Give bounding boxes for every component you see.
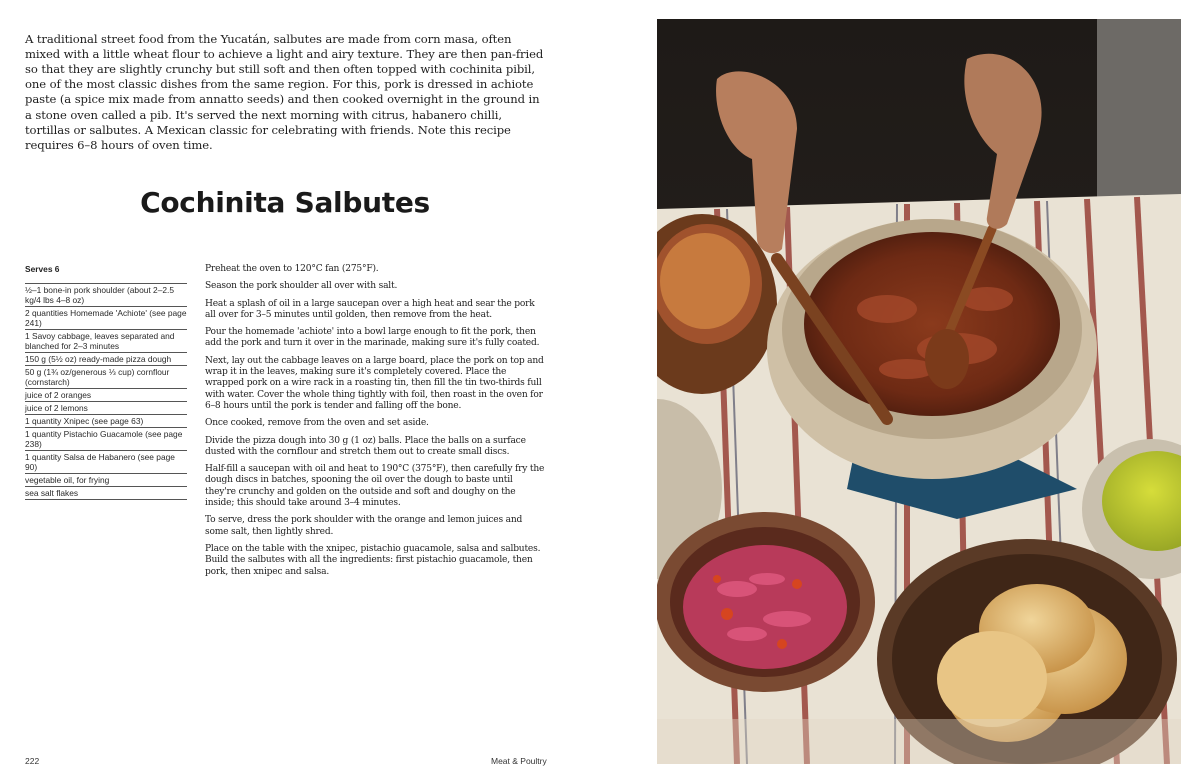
method-step: Place on the table with the xnipec, pistachio guacamole, salsa and salbutes. Build the salbutes with all the ingredients: first pistachio guacamole, then pork, then xnipec and salsa. — [205, 543, 541, 577]
method-column — [205, 264, 545, 584]
ingredient-item: sea salt flakes — [25, 487, 187, 500]
ingredient-item: 1 quantity Salsa de Habanero (see page 90) — [25, 451, 187, 474]
ingredient-item: 1 quantity Xnipec (see page 63) — [25, 415, 187, 428]
food-photo — [657, 19, 1181, 764]
ingredient-list — [25, 283, 187, 500]
method-step: Pour the homemade 'achiote' into a bowl large enough to fit the pork, then add the pork and turn it over in the marinade, making sure it's fully coated. — [205, 327, 540, 349]
ingredient-item: 1 Savoy cabbage, leaves separated and blanched for 2–3 minutes — [25, 330, 187, 353]
ingredient-item: 150 g (5½ oz) ready-made pizza dough — [25, 353, 187, 366]
method-step: Divide the pizza dough into 30 g (1 oz) balls. Place the balls on a surface dusted with the cornflour and stretch them out to create small discs. — [205, 435, 526, 457]
ingredient-item: 2 quantities Homemade 'Achiote' (see page 241) — [25, 308, 187, 328]
page-number: 222 — [25, 756, 40, 766]
intro-paragraph: A traditional street food from the Yucatán, salbutes are made from corn masa, often mixed with a little wheat flour to achieve a light and airy texture. They are then pan-fried so that they are slightly crunchy but still soft and then often topped with cochinita pibil, one of the most classic dishes from the same region. For this, pork is dressed in achiote paste (a spice mix made from annatto seeds) and then cooked overnight in the ground in a stone oven called a pib. It's served the next morning with citrus, habanero chilli, tortillas or salbutes. A Mexican classic for celebrating with friends. Note this recipe requires 6–8 hours of oven time. — [25, 31, 544, 153]
serves-label: Serves 6 — [25, 264, 60, 274]
method-step: Heat a splash of oil in a large saucepan over a high heat and sear the pork all over for 3–5 minutes until golden, then remove from the heat. — [205, 298, 535, 320]
method-step: To serve, dress the pork shoulder with the orange and lemon juices and some salt, then lightly shred. — [205, 515, 523, 537]
section-name: Meat & Poultry — [491, 756, 547, 766]
ingredient-item: 1 quantity Pistachio Guacamole (see page 238) — [25, 428, 187, 451]
method-step: Season the pork shoulder all over with salt. — [205, 281, 398, 292]
ingredients-column — [25, 264, 187, 500]
ingredient-item: vegetable oil, for frying — [25, 474, 187, 487]
method-step: Once cooked, remove from the oven and set aside. — [205, 418, 429, 429]
method-step: Preheat the oven to 120°C fan (275°F). — [205, 264, 379, 274]
ingredient-item: 50 g (1¾ oz/generous ⅓ cup) cornflour (cornstarch) — [25, 366, 187, 389]
method-step: Half-fill a saucepan with oil and heat to 190°C (375°F), then carefully fry the dough discs in batches, spooning the oil over the dough to baste until they're crunchy and golden on the outside and soft and doughy on the inside; this should take around 3–4 minutes. — [205, 464, 545, 509]
ingredient-item: juice of 2 lemons — [25, 402, 187, 415]
recipe-title: Cochinita Salbutes — [140, 186, 430, 219]
ingredient-item: juice of 2 oranges — [25, 389, 187, 402]
method-step: Next, lay out the cabbage leaves on a large board, place the pork on top and wrap it in the leaves, making sure it's completely covered. Place the wrapped pork on a wire rack in a roasting tin, then fill the tin two-thirds full with water. Cover the whole thing tightly with foil, then roast in the oven for 6–8 hours until the pork is tender and falling off the bone. — [205, 355, 544, 411]
ingredient-item: ½–1 bone-in pork shoulder (about 2–2.5 kg/4 lbs 4–8 oz) — [25, 284, 187, 307]
